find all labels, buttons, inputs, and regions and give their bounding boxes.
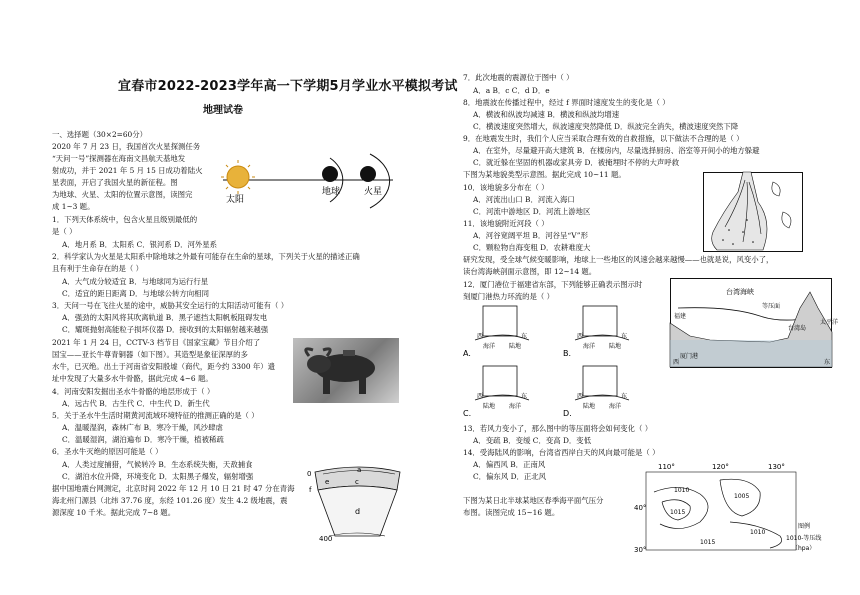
question-text: 10．该地貌多分布在（ ） xyxy=(463,183,549,192)
svg-text:C.: C. xyxy=(463,409,472,418)
circulation-option-b xyxy=(563,306,629,358)
question-text: 2021 年 1 月 24 日，CCTV-3 档节目《国家宝藏》节目介绍了 xyxy=(52,338,261,347)
question-text: 星表面，开启了我国火星的新征程。图 xyxy=(52,178,178,187)
question-text: 研究发现，受全球气候变暖影响，地球上一些地区的风速会越来越慢——也就是说，风变小了， xyxy=(463,255,774,264)
circulation-option-d xyxy=(563,366,629,418)
svg-text:海洋: 海洋 xyxy=(509,403,522,410)
answer-options: A．强劲的太阳风将其吹离轨道 B．黑子遮挡太阳帆板阻碍发电 xyxy=(62,313,268,322)
question-text: 1．下列天体系统中，包含火星且级别最低的 xyxy=(52,215,198,224)
svg-text:陆地: 陆地 xyxy=(509,343,522,350)
isobar-1015-left: 1015 xyxy=(670,509,686,516)
taiwan-label: 台湾岛 xyxy=(788,325,807,332)
answer-options: C．耀斑抛射高能粒子损坏仪器 D．接收到的太阳辐射越来越强 xyxy=(62,325,269,334)
question-text: 国宝——亚长牛尊青铜器（如下图）。其造型是象征深厚的多 xyxy=(52,350,248,359)
depth-400-label: 400 xyxy=(319,535,333,543)
isobar-1015-bottom: 1015 xyxy=(700,539,716,546)
question-text: 址中发现了大量多水牛骨骼，据此完成 4~6 题。 xyxy=(52,374,213,383)
question-text: 6．圣水牛灭绝的原因可能是（ ） xyxy=(52,447,163,456)
circulation-option-a xyxy=(463,306,529,358)
answer-options: C．就近躲在坚固的机器或家具旁 D．被掩埋时不停的大声呼救 xyxy=(473,158,680,167)
landform-map xyxy=(703,172,803,252)
svg-text:陆地: 陆地 xyxy=(609,343,622,350)
svg-text:陆地: 陆地 xyxy=(483,403,496,410)
question-text: 且有利于生命存在的是（ ） xyxy=(52,264,144,273)
layer-label-a: a xyxy=(357,466,362,474)
page-subtitle: 地理试卷 xyxy=(203,105,243,116)
question-text: 2．科学家认为火星是太阳系中除地球之外最有可能存在生命的星球，下列关于火星的描述正确 xyxy=(52,252,360,261)
isobar-label: 等压面 xyxy=(762,303,781,310)
west-label: 西 xyxy=(673,359,680,366)
answer-options: A．大气成分较适宜 B．与地球同为运行行星 xyxy=(62,277,209,286)
svg-text:西: 西 xyxy=(477,333,484,340)
taiwan-strait-profile xyxy=(670,278,839,368)
question-text: 射成功，并于 2021 年 5 月 15 日成功着陆火 xyxy=(52,166,203,175)
layer-label-c: c xyxy=(355,478,359,486)
legend-title: 图例 xyxy=(798,523,811,530)
question-text: 为地球、火星、太阳的位置示意图，读图完 xyxy=(52,190,193,199)
svg-text:B.: B. xyxy=(563,349,572,358)
svg-text:东: 东 xyxy=(521,393,528,400)
svg-text:东: 东 xyxy=(621,333,628,340)
question-text: 3．天问一号在飞往火星的途中，威胁其安全运行的太阳活动可能有（ ） xyxy=(52,301,289,310)
layer-label-e: e xyxy=(325,478,330,486)
section-heading: 一、选择题（30×2=60分） xyxy=(52,130,148,139)
lon-130-label: 130° xyxy=(768,463,785,471)
answer-options: A．地月系 B．太阳系 C．银河系 D．河外星系 xyxy=(62,240,218,249)
question-text: 4．河南安阳发掘出圣水牛骨骼的地层形成于（ ） xyxy=(52,387,215,396)
question-text: 11．该地貌附近河段（ ） xyxy=(463,219,549,228)
question-text: 据中国地震台网测定，北京时间 2022 年 12 月 10 日 21 时 47 分在青海 xyxy=(52,484,295,493)
answer-options: A．横波和纵波均减速 B．横波和纵波均增速 xyxy=(473,110,620,119)
svg-text:东: 东 xyxy=(621,393,628,400)
question-text: 2020 年 7 月 23 日，我国首次火星探测任务 xyxy=(52,142,201,151)
question-text: 成 1~3 题。 xyxy=(52,202,95,211)
answer-options: A．河谷宽阔平坦 B．河谷呈“V”形 xyxy=(473,231,588,240)
svg-text:A.: A. xyxy=(463,349,471,358)
earth-interior-figure xyxy=(305,462,405,542)
answer-options: C．横波速度突然增大，纵波速度突然降低 D．纵波完全消失，横波速度突然下降 xyxy=(473,122,739,131)
page-title: 宜春市2022-2023学年高一下学期5月学业水平模拟考试 xyxy=(118,79,458,94)
answer-options: A．偏西风 B．正南风 xyxy=(473,460,546,469)
question-text: 海北州门源县（北纬 37.76 度，东经 101.26 度）发生 4.2 级地震，震 xyxy=(52,496,288,505)
svg-text:东: 东 xyxy=(521,333,528,340)
legend-unit: （hpa） xyxy=(792,545,816,552)
question-text: 7．此次地震的震源位于图中（ ） xyxy=(463,73,574,82)
lon-110-label: 110° xyxy=(658,463,675,471)
isobar-1010-right: 1010 xyxy=(750,529,766,536)
question-text: 水牛，已灭绝。出土于河南省安阳殷墟（商代，距今约 3300 年）遗 xyxy=(52,362,276,371)
question-text: 9．在地震发生时，我们个人应当采取合理有效的自救措施，以下做法不合理的是（ ） xyxy=(463,134,744,143)
layer-label-d: d xyxy=(355,507,361,516)
bronze-ox-photo xyxy=(293,338,399,403)
isobar-1005: 1005 xyxy=(734,493,750,500)
answer-options: C．适宜的距日距离 D．与地球公转方向相同 xyxy=(62,289,209,298)
earth-marker xyxy=(322,166,338,182)
layer-label-f: f xyxy=(309,486,312,494)
svg-text:海洋: 海洋 xyxy=(483,343,496,350)
pacific-label: 太平洋 xyxy=(820,319,839,326)
question-text: 刻厦门港热力环流的是（ ） xyxy=(463,292,555,301)
svg-text:海洋: 海洋 xyxy=(609,403,622,410)
svg-text:西: 西 xyxy=(577,333,584,340)
answer-options: C．湖泊水位升降，环境变化 D．太阳黑子爆发，辐射增强 xyxy=(62,472,254,481)
fujian-label: 福建 xyxy=(674,313,687,320)
isobar-1010-left: 1010 xyxy=(674,487,690,494)
answer-options: C．颗粒物自海变粗 D．农耕难度大 xyxy=(473,243,591,252)
answer-options: A．a B．c C．d D．e xyxy=(473,86,550,95)
lon-120-label: 120° xyxy=(712,463,729,471)
east-label: 东 xyxy=(824,359,831,366)
answer-options: C．温暖湿润，湖泊遍布 D．寒冷干燥，植被稀疏 xyxy=(62,435,224,444)
svg-text:西: 西 xyxy=(577,393,584,400)
svg-text:海洋: 海洋 xyxy=(583,343,596,350)
lat-30-label: 30° xyxy=(634,546,647,554)
pressure-map xyxy=(630,462,830,557)
xiamen-label: 厦门港 xyxy=(680,353,699,360)
answer-options: A．远古代 B．古生代 C．中生代 D．新生代 xyxy=(62,399,210,408)
lat-40-label: 40° xyxy=(634,504,647,512)
question-text: 5．关于圣水牛生活时期黄河流域环境特征的推测正确的是（ ） xyxy=(52,411,259,420)
answer-options: C．河流中游地区 D．河流上游地区 xyxy=(473,207,591,216)
question-text: 布图。读图完成 15~16 题。 xyxy=(463,508,560,517)
answer-options: A．在室外，尽量避开高大建筑 B．在楼房内，尽量选择厨房、浴室等开间小的地方躲避 xyxy=(473,146,760,155)
question-text: 8．地震波在传播过程中，经过 f 界面时速度发生的变化是（ ） xyxy=(463,98,670,107)
question-text: 下图为某地貌类型示意图。据此完成 10~11 题。 xyxy=(463,170,626,179)
question-text: 是（ ） xyxy=(52,227,77,236)
solar-position-figure xyxy=(218,150,398,212)
question-text: 下图为某日北半球某地区春季海平面气压分 xyxy=(463,496,604,505)
circulation-option-c xyxy=(463,366,529,418)
answer-options: A．变疏 B．变缓 C．变高 D．变低 xyxy=(473,436,592,445)
legend-item: 1010-等压线 xyxy=(786,535,822,542)
question-text: “天问一号”探测器在海南文昌航天基地发 xyxy=(52,154,186,163)
answer-options: A．温暖湿润，森林广布 B．寒冷干燥，风沙肆虐 xyxy=(62,423,223,432)
question-text: 读台湾海峡剖面示意图，即 12~14 题。 xyxy=(463,267,597,276)
svg-text:陆地: 陆地 xyxy=(583,403,596,410)
sun-label: 太阳 xyxy=(226,195,245,205)
svg-text:D.: D. xyxy=(563,409,572,418)
svg-text:西: 西 xyxy=(477,393,484,400)
answer-options: A．河流出山口 B．河流入海口 xyxy=(473,195,575,204)
question-text: 14．受海陆风的影响，台湾省西岸白天的风向最可能是（ ） xyxy=(463,448,660,457)
question-text: 源深度 10 千米。据此完成 7~8 题。 xyxy=(52,508,176,517)
depth-0-label: 0 xyxy=(307,470,312,478)
answer-options: C．偏东风 D．正北风 xyxy=(473,472,547,481)
question-text: 12．厦门港位于福建省东部，下列能够正确表示图示时 xyxy=(463,280,643,289)
mars-marker xyxy=(360,166,376,182)
question-text: 13．若风力变小了，那么图中的等压面将会如何变化（ ） xyxy=(463,424,653,433)
thermal-circulation-options xyxy=(463,300,673,420)
answer-options: A．人类过度捕猎，气候转冷 B．生态系统失衡，天敌捕食 xyxy=(62,460,253,469)
mars-label: 火星 xyxy=(364,187,383,197)
earth-label: 地球 xyxy=(322,187,341,197)
strait-label: 台湾海峡 xyxy=(726,288,754,296)
